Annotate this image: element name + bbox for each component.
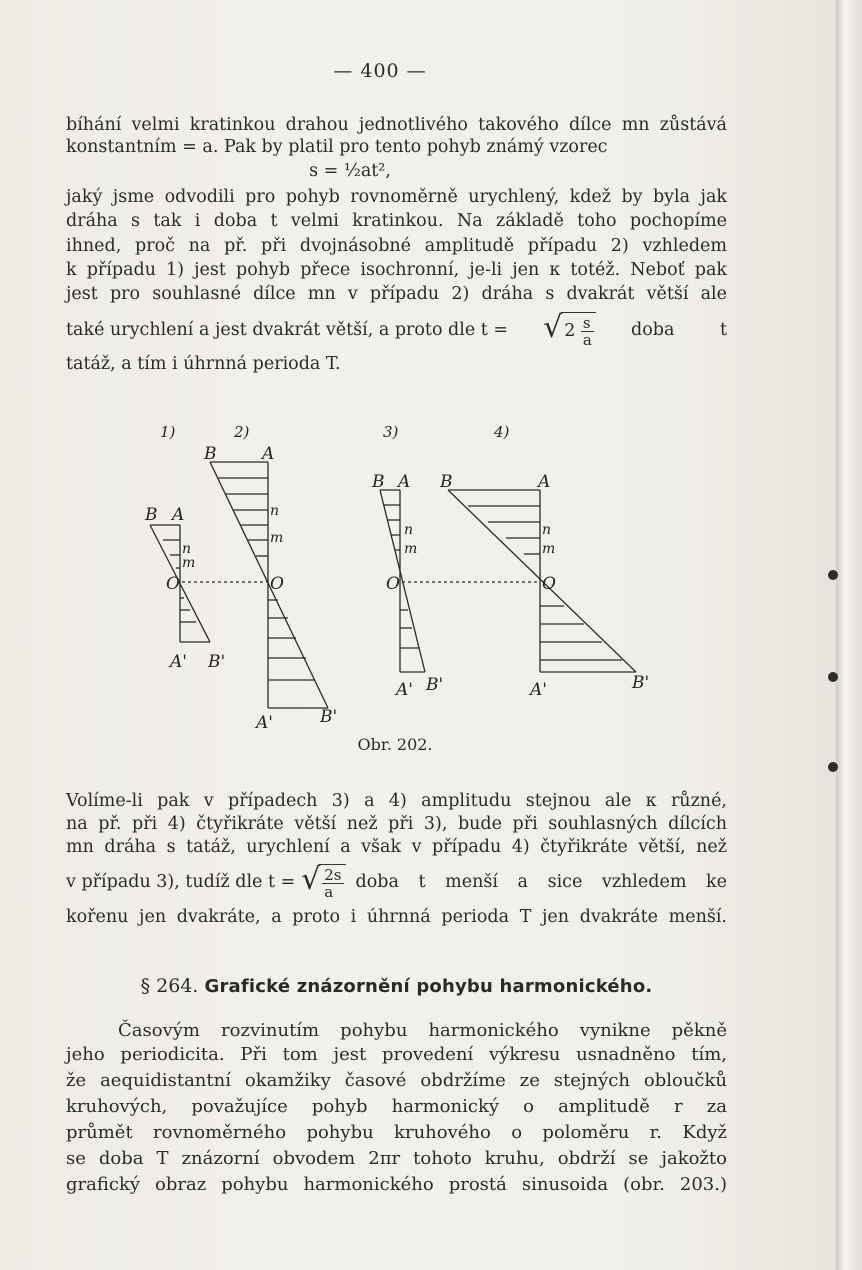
text-line: jest pro souhlasné dílce mn v případu 2) dráha s dvakrát větší ale	[66, 284, 727, 304]
section-title: Grafické znázornění pohybu harmonického.	[204, 976, 653, 997]
label-B-prime-4: B'	[632, 673, 650, 693]
binding-hole	[828, 762, 838, 772]
label-B-4: B	[440, 472, 453, 492]
text-line: Časovým rozvinutím pohybu harmonického vynikne pěkně	[118, 1020, 727, 1041]
text-line: jeho periodicita. Při tom jest provedení výkresu usnadněno tím,	[66, 1044, 727, 1065]
label-A-prime-3: A'	[396, 680, 413, 700]
label-B-3: B	[372, 472, 385, 492]
text-line: dráha s tak i doba t velmi kratinkou. Na základě toho pochopíme	[66, 211, 727, 231]
binding-hole	[828, 570, 838, 580]
label-m-4: m	[542, 541, 556, 557]
label-n-3: n	[404, 522, 414, 538]
label-A-prime-2: A'	[256, 713, 273, 730]
formula-line: s = ½at²,	[309, 161, 391, 181]
label-m-3: m	[404, 541, 418, 557]
text-line: ihned, proč na př. při dvojnásobné amplitudě případu 2) vzhledem	[66, 236, 727, 256]
label-A-prime-1: A'	[170, 652, 187, 672]
equation-line-2	[66, 864, 727, 900]
fraction-2	[322, 867, 343, 900]
equation2-text-before: v případu 3), tudíž dle t =	[66, 872, 296, 892]
label-A-1: A	[172, 505, 185, 525]
text-line: Volíme-li pak v případech 3) a 4) amplitudu stejnou ale κ různé,	[66, 791, 727, 811]
text-line: průmět rovnoměrného pohybu kruhového o poloměru r. Když	[66, 1122, 727, 1143]
binding-hole	[828, 672, 838, 682]
label-O-1: O	[166, 574, 180, 594]
equation-text-before: také urychlení a jest dvakrát větší, a proto dle t =	[66, 320, 509, 340]
text-line: grafický obraz pohybu harmonického prostá sinusoida (obr. 203.)	[66, 1174, 727, 1195]
sqrt-expression-2: √ $\frac{2s}{a}$	[301, 864, 345, 900]
equation-text-after: doba t	[631, 320, 727, 340]
case-label-1: 1)	[160, 423, 176, 441]
text-line: kruhových, považujíce pohyb harmonický o amplitudě r za	[66, 1096, 727, 1117]
text-line: mn dráha s tatáž, urychlení a však v případu 4) čtyřikráte větší, než	[66, 837, 727, 857]
label-B-prime-1: B'	[208, 652, 226, 672]
label-B-prime-3: B'	[426, 675, 444, 695]
fraction2-denominator: a	[324, 883, 334, 901]
label-B-1: B	[145, 505, 158, 525]
case-label-2: 2)	[234, 423, 250, 441]
label-B-prime-2: B'	[320, 707, 338, 727]
label-O-4: O	[542, 574, 556, 594]
label-B-2: B	[204, 444, 217, 464]
fraction-numerator: s	[581, 315, 594, 332]
text-line: tatáž, a tím i úhrnná perioda T.	[66, 354, 341, 374]
diagram-case-1	[150, 525, 210, 642]
sqrt-expression: √ 2 $\frac{s}{a}$	[543, 312, 596, 348]
label-m-1: m	[182, 555, 196, 571]
label-A-3: A	[398, 472, 411, 492]
fraction2-numerator: 2s	[324, 866, 342, 884]
label-O-3: O	[386, 574, 400, 594]
label-n-1: n	[182, 541, 192, 557]
diagram-case-2	[210, 462, 328, 708]
case-label-3: 3)	[383, 423, 399, 441]
text-line: bíhání velmi kratinkou drahou jednotlivého takového dílce mn zůstává	[66, 115, 727, 135]
label-A-prime-4: A'	[530, 680, 547, 700]
label-n-4: n	[542, 522, 552, 538]
radicand-prefix: 2	[564, 321, 576, 341]
text-line: že aequidistantní okamžiky časové obdržíme ze stejných obloučků	[66, 1070, 727, 1091]
text-line: konstantním = a. Pak by platil pro tento pohyb známý vzorec	[66, 137, 608, 157]
text-line: k případu 1) jest pohyb přece isochronní, je-li jen κ totéž. Neboť pak	[66, 260, 727, 280]
text-line: jaký jsme odvodili pro pohyb rovnoměrně urychlený, kdež by byla jak	[66, 187, 727, 207]
label-A-2: A	[262, 444, 275, 464]
label-O-2: O	[270, 574, 284, 594]
section-symbol: § 264.	[140, 975, 199, 997]
label-n-2: n	[270, 503, 280, 519]
page-number: — 400 —	[333, 60, 427, 82]
text-line: kořenu jen dvakráte, a proto i úhrnná perioda T jen dvakráte menší.	[66, 907, 727, 927]
label-A-4: A	[538, 472, 551, 492]
section-heading	[66, 975, 727, 997]
text-line: se doba T znázorní obvodem 2πr tohoto kruhu, obdrží se jakožto	[66, 1148, 727, 1169]
equation2-text-after: doba t menší a sice vzhledem ke	[355, 872, 727, 892]
fraction-denominator: a	[582, 331, 592, 349]
label-m-2: m	[270, 530, 284, 546]
text-line: na př. při 4) čtyřikráte větší než při 3), bude při souhlasných dílcích	[66, 814, 727, 834]
case-label-4: 4)	[494, 423, 510, 441]
figure-caption: Obr. 202.	[357, 735, 433, 754]
